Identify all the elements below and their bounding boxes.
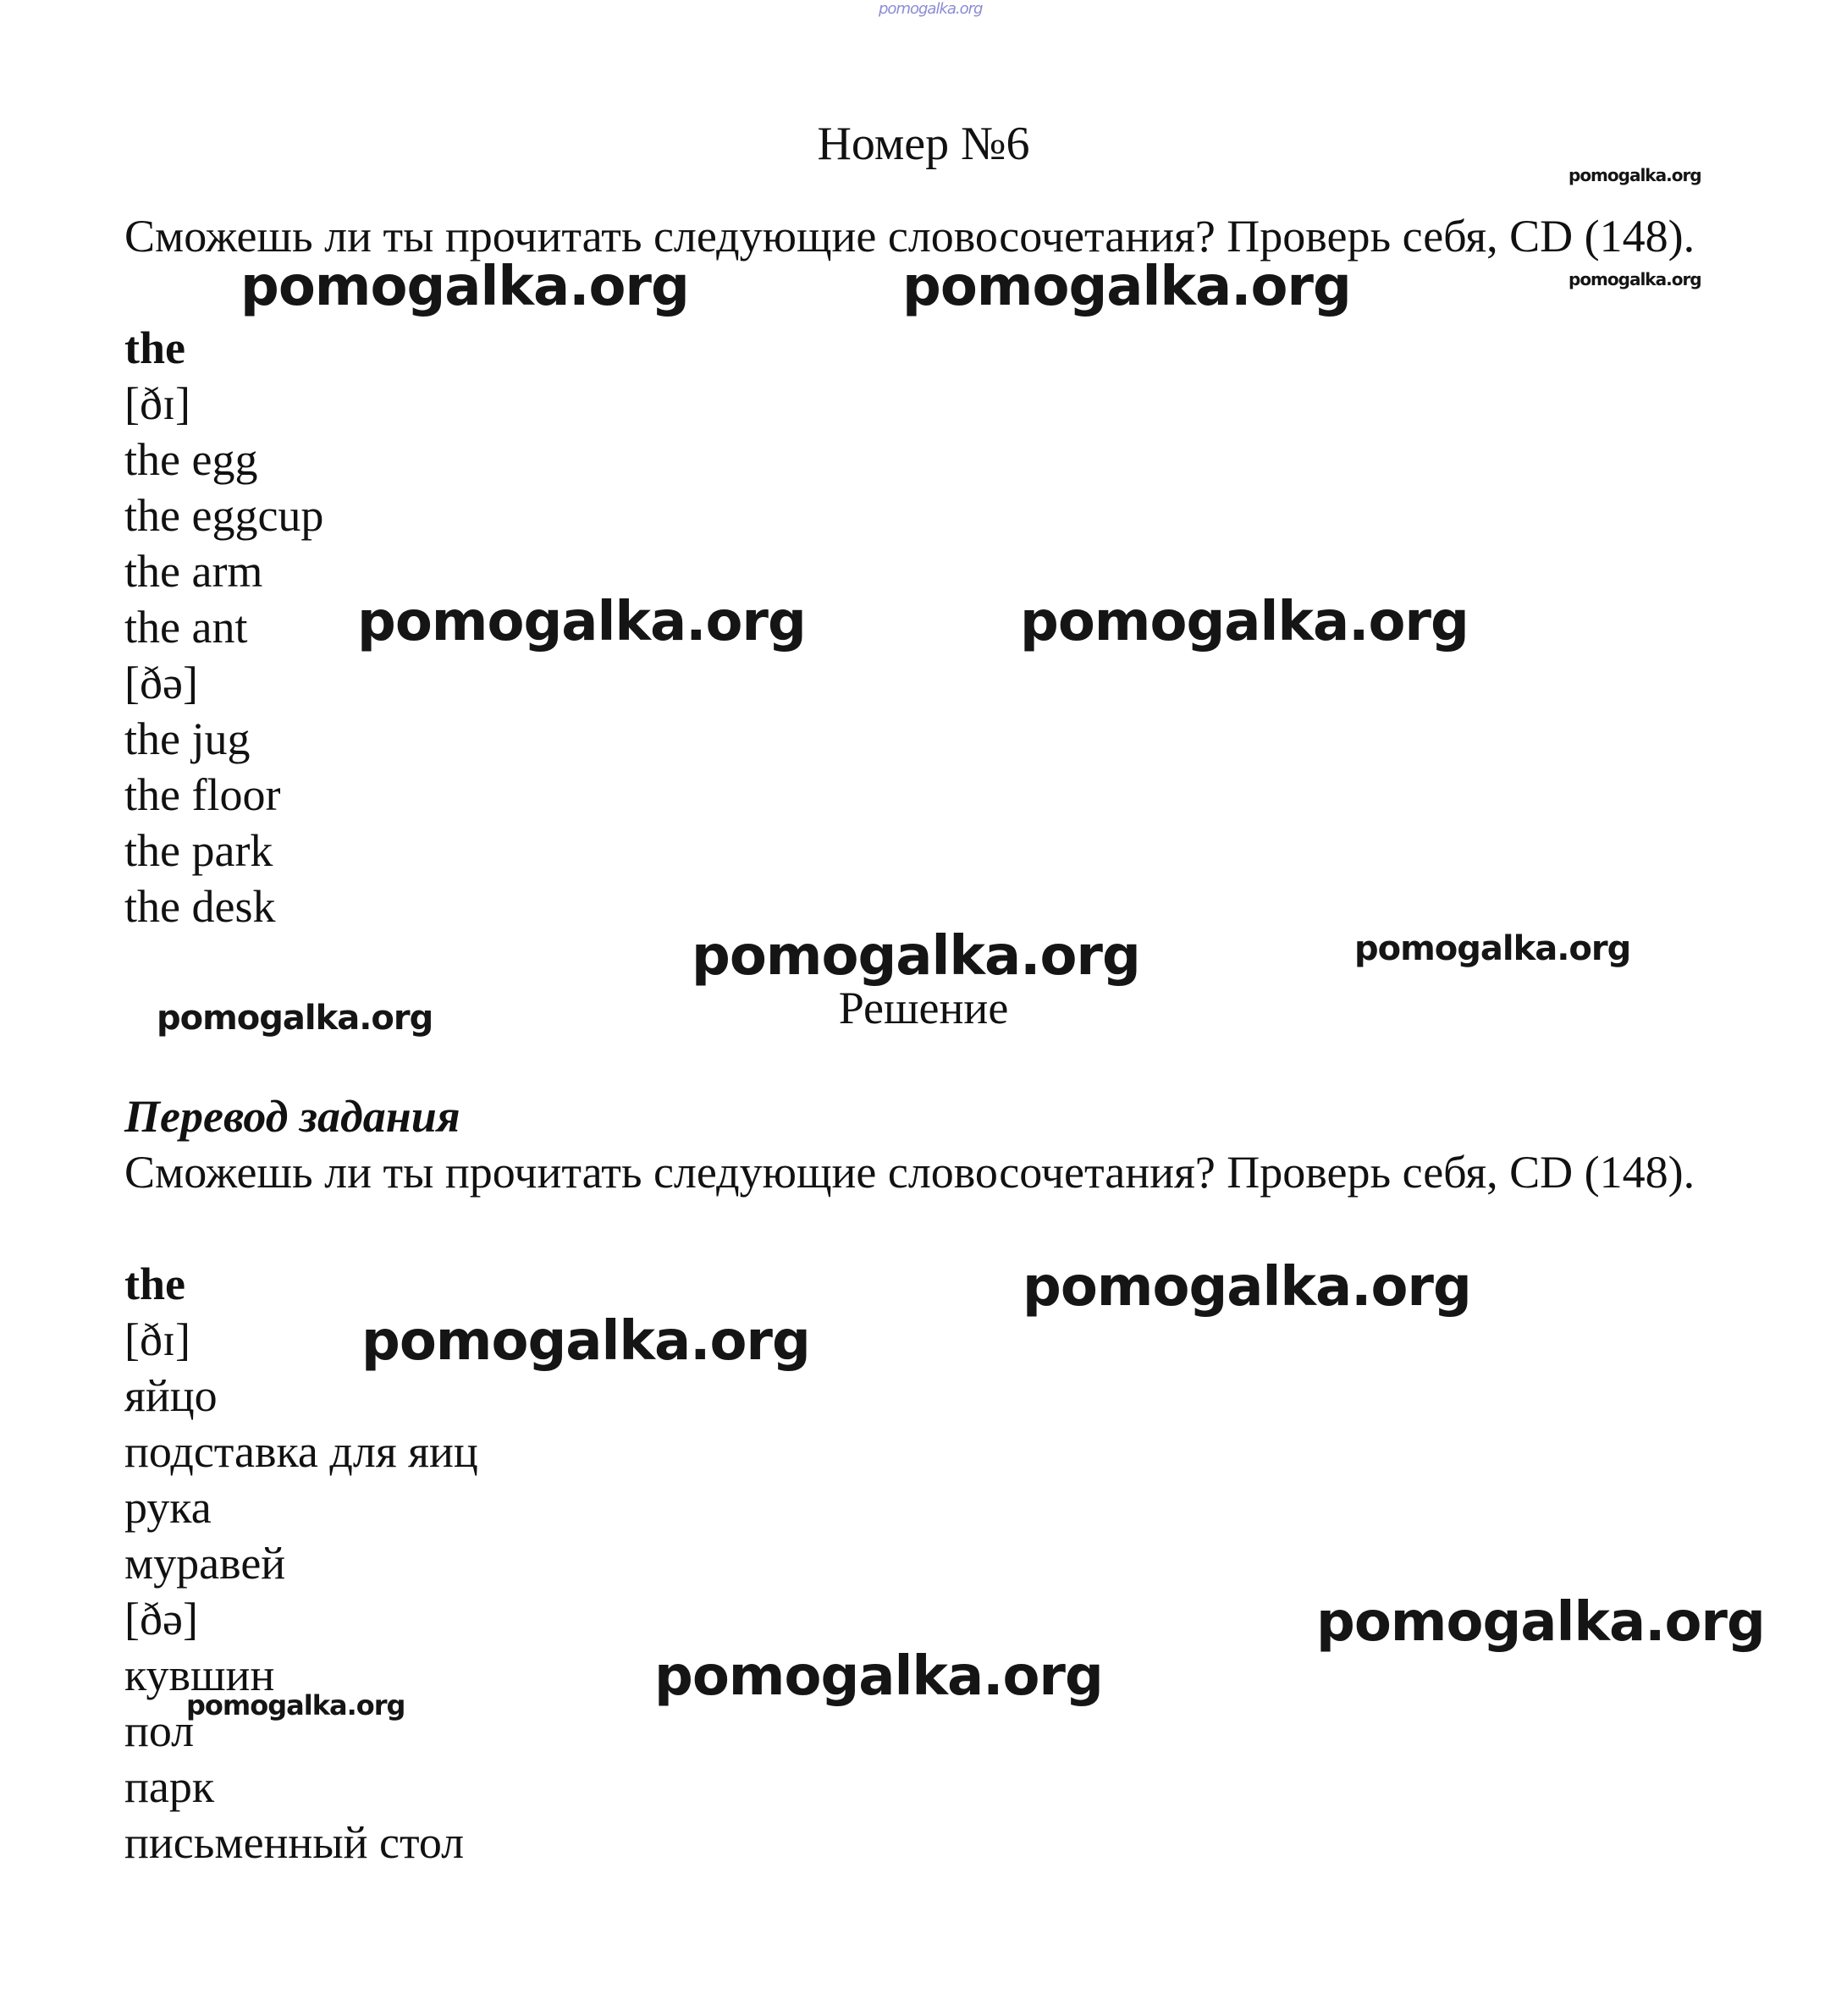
watermark: pomogalka.org — [157, 999, 433, 1038]
task-item: the arm — [124, 546, 263, 597]
solution-transcription-1: [ðɪ] — [124, 1314, 190, 1365]
task-heading-word: the — [124, 322, 185, 373]
solution-item: письменный стол — [124, 1817, 465, 1868]
task-item: the floor — [124, 769, 281, 820]
task-transcription-1: [ðɪ] — [124, 378, 190, 429]
solution-item: яйцо — [124, 1370, 218, 1421]
watermark: pomogalka.org — [1023, 1256, 1471, 1319]
translation-heading: Перевод задания — [124, 1091, 460, 1142]
task-item: the jug — [124, 713, 251, 764]
task-transcription-2: [ðə] — [124, 658, 198, 708]
watermark: pomogalka.org — [902, 256, 1351, 318]
watermark: pomogalka.org — [357, 591, 806, 653]
solution-heading-word: the — [124, 1259, 185, 1309]
watermark: pomogalka.org — [240, 256, 689, 318]
watermark: pomogalka.org — [186, 1689, 405, 1721]
task-item: the desk — [124, 881, 276, 932]
task-item: the park — [124, 825, 273, 876]
watermark: pomogalka.org — [692, 925, 1140, 988]
solution-item: парк — [124, 1761, 215, 1812]
solution-item: пол — [124, 1705, 195, 1756]
task-item: the egg — [124, 434, 258, 485]
solution-item: рука — [124, 1482, 212, 1533]
watermark: pomogalka.org — [1316, 1591, 1765, 1654]
solution-item: кувшин — [124, 1650, 275, 1700]
task-instruction: Сможешь ли ты прочитать следующие словосочетания? Проверь себя, CD (148). — [124, 211, 1695, 262]
solution-item: подставка для яиц — [124, 1426, 478, 1477]
watermark: pomogalka.org — [1569, 269, 1701, 289]
solution-transcription-2: [ðə] — [124, 1594, 198, 1644]
solution-title: Решение — [838, 983, 1009, 1033]
site-tag: pomogalka.org — [879, 0, 983, 18]
solution-item: муравей — [124, 1538, 286, 1589]
solution-instruction: Сможешь ли ты прочитать следующие словосочетания? Проверь себя, CD (148). — [124, 1147, 1695, 1198]
watermark: pomogalka.org — [1354, 929, 1631, 968]
watermark: pomogalka.org — [1020, 591, 1469, 653]
task-item: the eggcup — [124, 490, 324, 541]
task-item: the ant — [124, 602, 248, 653]
page-title: Номер №6 — [817, 118, 1030, 170]
watermark: pomogalka.org — [361, 1310, 810, 1373]
watermark: pomogalka.org — [654, 1645, 1103, 1708]
watermark: pomogalka.org — [1569, 165, 1701, 185]
